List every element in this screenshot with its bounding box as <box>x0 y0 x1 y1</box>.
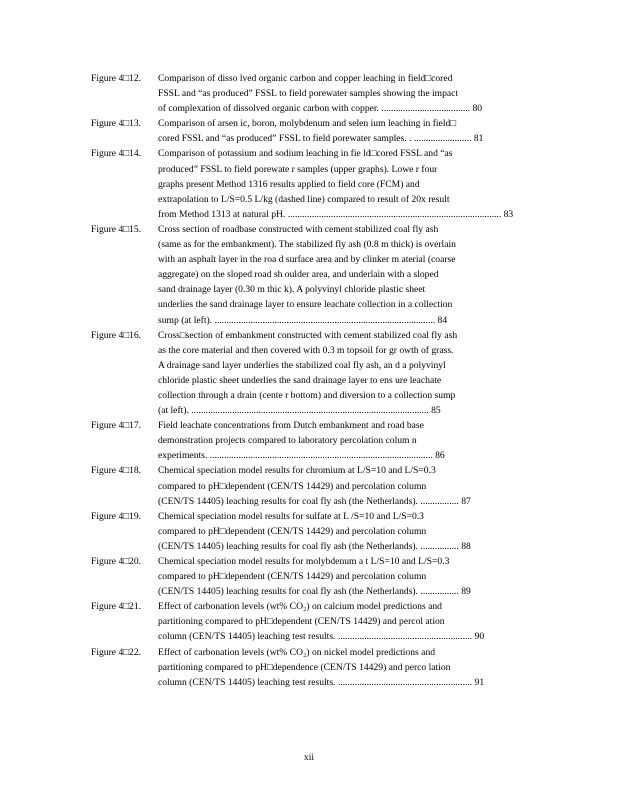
figure-caption <box>158 645 601 690</box>
caption-line: Chemical speciation model results for chromium at L/S=10 and L/S=0.3 <box>158 465 436 477</box>
caption-line: chloride plastic sheet underlies the sand drainage layer to ens ure leachate <box>158 374 442 386</box>
caption-line: Chemical speciation model results for sulfate at L /S=10 and L/S=0.3 <box>158 510 424 522</box>
caption-line: A drainage sand layer underlies the stabilized coal fly ash, an d a polyvinyl <box>158 359 446 371</box>
caption-line: extrapolation to L/S=0.5 L/kg (dashed line) compared to result of 20x result <box>158 193 450 205</box>
toc-entry[interactable] <box>91 418 601 463</box>
figure-caption <box>158 463 601 508</box>
toc-entry[interactable] <box>91 146 601 221</box>
caption-line: aggregate) on the sloped road sh oulder area, and underlain with a sloped <box>158 269 439 281</box>
toc-entry[interactable] <box>91 116 601 146</box>
caption-line: Comparison of potassium and sodium leaching in fie ld□cored FSSL and “as <box>158 148 453 160</box>
figure-label: Figure 4□20. <box>91 556 142 567</box>
caption-line: (same as for the embankment). The stabilized fly ash (0.8 m thick) is overlain <box>158 239 456 251</box>
caption-line: compared to pH□dependent (CEN/TS 14429) and percolation column <box>158 525 427 537</box>
caption-line: (CEN/TS 14405) leaching results for coal fly ash (the Netherlands). ................ 87 <box>158 495 471 507</box>
caption-line: (CEN/TS 14405) leaching results for coal fly ash (the Netherlands). ................ 88 <box>158 540 471 552</box>
figure-label: Figure 4□15. <box>91 223 142 235</box>
caption-line: cored FSSL and “as produced” FSSL to field porewater samples. . ........................ 81 <box>158 133 484 145</box>
figure-label: Figure 4□13. <box>91 118 142 130</box>
caption-line: column (CEN/TS 14405) leaching test results. ........................................................ 90 <box>158 631 485 643</box>
caption-line: produced” FSSL to field porewate r samples (upper graphs). Lowe r four <box>158 163 438 175</box>
figure-caption <box>158 599 601 644</box>
caption-line: demonstration projects compared to laboratory percolation colum n <box>158 435 417 447</box>
caption-line: Cross□section of embankment constructed with cement stabilized coal fly ash <box>158 329 458 341</box>
caption-line: Effect of carbonation levels (wt% CO₂) on calcium model predictions and <box>158 601 442 613</box>
caption-line: of complexation of dissolved organic carbon with copper. ..................................... 80 <box>158 103 483 115</box>
toc-entry[interactable] <box>91 509 601 554</box>
caption-line: compared to pH□dependent (CEN/TS 14429) and percolation column <box>158 571 427 583</box>
figure-label: Figure 4□21. <box>91 601 142 613</box>
toc-entry[interactable] <box>91 222 601 328</box>
caption-line: from Method 1313 at natural pH. ......................................................................................... 83 <box>158 208 514 220</box>
caption-line: Cross section of roadbase constructed with cement stabilized coal fly ash <box>158 223 439 235</box>
figure-caption <box>158 554 601 599</box>
caption-line: collection through a drain (cente r bottom) and diversion to a collection sump <box>158 389 456 401</box>
caption-line: Comparison of disso lved organic carbon and copper leaching in field□cored <box>158 73 453 84</box>
toc-entry[interactable] <box>91 645 601 690</box>
toc-entry[interactable] <box>91 599 601 644</box>
toc-entry[interactable] <box>91 463 601 508</box>
caption-line: as the core material and then covered with 0.3 m topsoil for gr owth of grass. <box>158 344 454 356</box>
caption-line: FSSL and “as produced” FSSL to field porewater samples showing the impact <box>158 88 459 100</box>
caption-line: experiments. ............................................................................................. 86 <box>158 450 445 462</box>
caption-line: (CEN/TS 14405) leaching results for coal fly ash (the Netherlands). ................ 89 <box>158 586 471 598</box>
figure-caption <box>158 509 601 554</box>
caption-line: with an asphalt layer in the roa d surface area and by clinker m aterial (coarse <box>158 254 456 266</box>
figure-caption <box>158 71 601 116</box>
caption-line: graphs present Method 1316 results applied to field core (FCM) and <box>158 178 420 190</box>
figure-caption <box>158 116 601 146</box>
list-of-figures <box>91 71 601 690</box>
caption-line: partitioning compared to pH□dependent (CEN/TS 14429) and percol ation <box>158 616 445 628</box>
caption-line: underlies the sand drainage layer to ensure leachate collection in a collection <box>158 299 453 311</box>
figure-label: Figure 4□14. <box>91 148 142 160</box>
page-number: xii <box>303 752 315 763</box>
figure-label: Figure 4□17. <box>91 420 142 432</box>
figure-label: Figure 4□16. <box>91 329 142 341</box>
toc-entry[interactable] <box>91 328 601 419</box>
toc-entry[interactable] <box>91 554 601 599</box>
caption-line: sump (at left). ............................................................................................ 84 <box>158 314 448 326</box>
figure-caption <box>158 418 601 463</box>
figure-label: Figure 4□18. <box>91 465 142 477</box>
figure-caption <box>158 222 601 328</box>
caption-line: partitioning compared to pH□dependence (CEN/TS 14429) and perco lation <box>158 661 451 673</box>
figure-label: Figure 4□22. <box>91 646 142 658</box>
caption-line: Chemical speciation model results for molybdenum a t L/S=10 and L/S=0.3 <box>158 556 450 567</box>
caption-line: (at left). ................................................................................................... 85 <box>158 405 441 417</box>
figure-label: Figure 4□19. <box>91 510 142 522</box>
caption-line: column (CEN/TS 14405) leaching test results. ........................................................ 91 <box>158 676 485 688</box>
caption-line: Comparison of arsen ic, boron, molybdenum and selen ium leaching in field□ <box>158 118 457 130</box>
caption-line: Field leachate concentrations from Dutch embankment and road base <box>158 420 424 432</box>
caption-line: compared to pH□dependent (CEN/TS 14429) and percolation column <box>158 480 427 492</box>
caption-line: Effect of carbonation levels (wt% CO₂) on nickel model predictions and <box>158 646 436 658</box>
figure-caption <box>158 328 601 419</box>
caption-line: sand drainage layer (0.30 m thic k). A polyvinyl chloride plastic sheet <box>158 284 426 296</box>
figure-caption <box>158 146 601 221</box>
toc-entry[interactable] <box>91 71 601 116</box>
figure-label: Figure 4□12. <box>91 73 142 84</box>
